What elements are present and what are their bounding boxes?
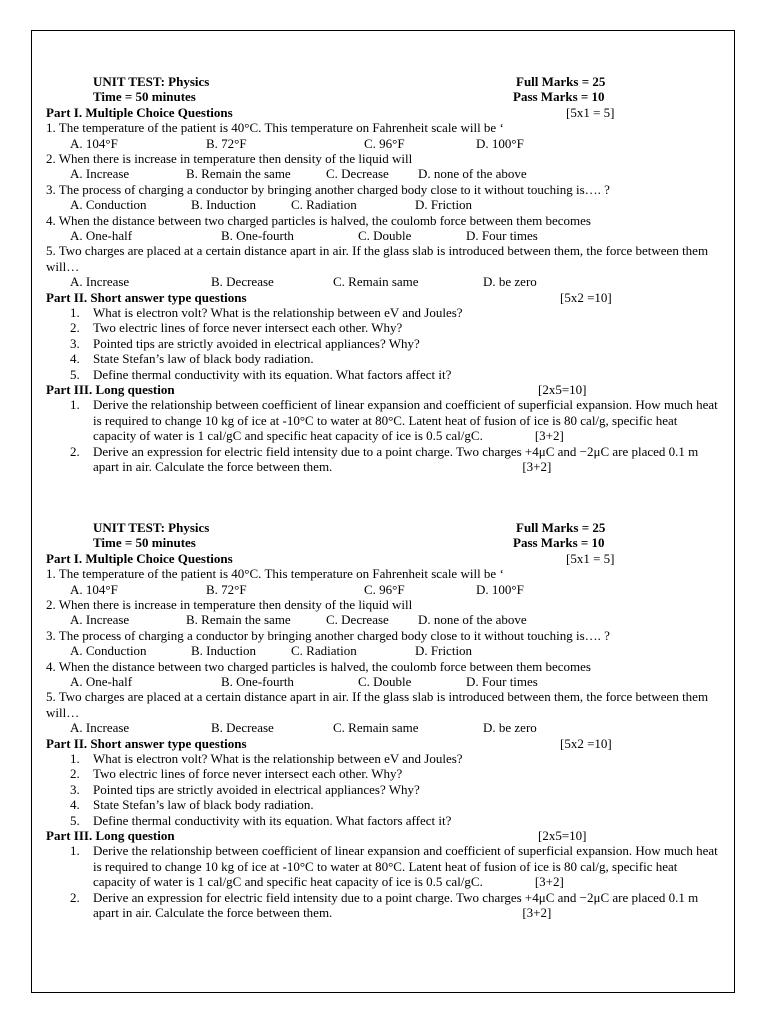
long-question-text [93,444,726,475]
mcq-option-b: B. One-fourth [221,673,294,689]
mcq-options [46,228,726,243]
short-answer-text: What is electron volt? What is the relationship between eV and Joules? [93,750,463,766]
part3-marks: [2x5=10] [538,381,587,397]
test-title: UNIT TEST: Physics [93,74,210,89]
mcq-option-d: D. Four times [466,227,538,243]
mcq-options [46,582,726,597]
long-question-item [46,397,726,443]
mcq-option-c: C. Radiation [291,197,357,213]
short-answer-text: State Stefan’s law of black body radiation. [93,797,314,813]
mcq-option-c: C. 96°F [364,581,405,597]
mcq-option-d: D. Friction [415,643,473,659]
mcq-question: 4. When the distance between two charged particles is halved, the coulomb force between them becomes [46,658,591,674]
part1-marks: [5x1 = 5] [566,550,615,566]
mcq-option-d: D. be zero [483,720,537,736]
pass-marks: Pass Marks = 10 [513,89,605,105]
long-question-body: Derive an expression for electric field intensity due to a point charge. Two charges +4μC and −2μC are placed 0.1 m apart in air. Calculate the force between them. [93,443,699,474]
mcq-list [46,120,726,289]
test-time: Time = 50 minutes [93,89,196,105]
mcq-question: 1. The temperature of the patient is 40°C. This temperature on Fahrenheit scale will be ‘ [46,120,504,136]
long-question-text [93,843,726,889]
item-number: 3. [70,781,80,797]
long-question-marks: [3+2] [522,905,552,920]
long-question-text [93,397,726,443]
mcq-options [46,674,726,689]
item-number: 5. [70,812,80,828]
mcq-options [46,612,726,627]
short-answer-text: Pointed tips are strictly avoided in electrical appliances? Why? [93,335,420,351]
short-answer-text: Define thermal conductivity with its equation. What factors affect it? [93,366,452,382]
mcq-option-b: B. Induction [191,197,256,213]
short-answer-item [46,751,726,766]
full-marks: Full Marks = 25 [516,520,606,535]
long-question-item [46,843,726,889]
mcq-option-c: C. Double [358,227,412,243]
item-number: 1. [70,304,80,320]
mcq-option-b: B. Decrease [211,274,274,290]
mcq-option-a: A. One-half [70,673,133,689]
item-number: 2. [70,443,80,459]
long-question-list [46,843,726,920]
item-number: 4. [70,797,80,813]
mcq-question: 3. The process of charging a conductor by bringing another charged body close to it without touching is…. ? [46,627,610,643]
short-answer-item [46,766,726,781]
mcq-option-a: A. Increase [70,274,130,290]
mcq-option-a: A. 104°F [70,581,118,597]
part1-marks: [5x1 = 5] [566,104,615,120]
mcq-option-d: D. 100°F [476,581,524,597]
part1-heading: Part I. Multiple Choice Questions [46,550,233,566]
long-question-marks: [3+2] [534,874,564,890]
mcq-list [46,566,726,735]
mcq-option-a: A. Increase [70,612,130,628]
mcq-question: 3. The process of charging a conductor by bringing another charged body close to it without touching is…. ? [46,181,610,197]
mcq-option-c: C. Double [358,673,412,689]
mcq-option-a: A. Increase [70,720,130,736]
item-number: 1. [70,843,80,859]
mcq-option-b: B. Remain the same [186,612,291,628]
part2-heading: Part II. Short answer type questions [46,289,247,305]
mcq-options [46,720,726,735]
mcq-option-a: A. Conduction [70,197,147,213]
long-question-body: Derive the relationship between coefficient of linear expansion and coefficient of superficial expansion. How much heat is required to change 10 kg of ice at -10°C to water at 80°C. Latent heat of fusion of ice is 80 cal/g, specific heat capacity of water is 1 cal/gC and specific heat capacity of ice is 0.5 cal/gC. [93,397,718,444]
test-title: UNIT TEST: Physics [93,520,210,535]
item-number: 5. [70,366,80,382]
mcq-options [46,197,726,212]
mcq-option-d: D. 100°F [476,135,524,151]
short-answer-item [46,336,726,351]
long-question-marks: [3+2] [522,459,552,474]
mcq-options [46,274,726,289]
long-question-text [93,890,726,921]
mcq-option-c: C. Remain same [333,274,419,290]
short-answer-item [46,813,726,828]
part3-heading-row [46,828,726,843]
header-row-2 [46,535,726,550]
header-row-1 [46,74,726,89]
part1-heading-row [46,551,726,566]
full-marks: Full Marks = 25 [516,74,606,89]
mcq-option-b: B. Remain the same [186,166,291,182]
short-answer-list [46,751,726,828]
short-answer-text: Pointed tips are strictly avoided in electrical appliances? Why? [93,781,420,797]
header-row-1 [46,520,726,535]
item-number: 2. [70,320,80,336]
mcq-question: 5. Two charges are placed at a certain distance apart in air. If the glass slab is introduced between them, the force between them will… [46,689,709,720]
mcq-option-d: D. be zero [483,274,537,290]
mcq-option-d: D. Four times [466,673,538,689]
mcq-option-a: A. Conduction [70,643,147,659]
long-question-list [46,397,726,474]
short-answer-text: Two electric lines of force never intersect each other. Why? [93,320,403,336]
mcq-option-d: D. none of the above [418,612,527,628]
short-answer-item [46,351,726,366]
mcq-option-a: A. One-half [70,227,133,243]
part3-heading: Part III. Long question [46,381,175,397]
item-number: 2. [70,889,80,905]
mcq-option-c: C. Decrease [326,612,389,628]
part2-heading-row [46,736,726,751]
mcq-option-b: B. One-fourth [221,227,294,243]
short-answer-text: State Stefan’s law of black body radiation. [93,351,314,367]
item-number: 1. [70,397,80,413]
mcq-option-c: C. Remain same [333,720,419,736]
part2-marks: [5x2 =10] [560,735,612,751]
mcq-options [46,136,726,151]
mcq-option-c: C. 96°F [364,135,405,151]
mcq-question: 2. When there is increase in temperature then density of the liquid will [46,596,413,612]
short-answer-item [46,367,726,382]
short-answer-text: Two electric lines of force never intersect each other. Why? [93,766,403,782]
item-number: 4. [70,351,80,367]
mcq-option-b: B. Decrease [211,720,274,736]
mcq-option-b: B. 72°F [206,581,247,597]
long-question-marks: [3+2] [534,428,564,444]
long-question-item [46,890,726,921]
part2-heading: Part II. Short answer type questions [46,735,247,751]
short-answer-text: What is electron volt? What is the relationship between eV and Joules? [93,304,463,320]
mcq-option-c: C. Decrease [326,166,389,182]
mcq-question: 1. The temperature of the patient is 40°C. This temperature on Fahrenheit scale will be ‘ [46,566,504,582]
short-answer-item [46,320,726,335]
part2-marks: [5x2 =10] [560,289,612,305]
short-answer-text: Define thermal conductivity with its equation. What factors affect it? [93,812,452,828]
mcq-options [46,643,726,658]
test-copy-1 [46,74,726,474]
mcq-option-c: C. Radiation [291,643,357,659]
part3-marks: [2x5=10] [538,827,587,843]
pass-marks: Pass Marks = 10 [513,535,605,551]
mcq-option-b: B. Induction [191,643,256,659]
header-row-2 [46,89,726,104]
part1-heading: Part I. Multiple Choice Questions [46,104,233,120]
mcq-option-d: D. Friction [415,197,473,213]
mcq-question: 5. Two charges are placed at a certain distance apart in air. If the glass slab is introduced between them, the force between them will… [46,243,709,274]
short-answer-item [46,797,726,812]
test-time: Time = 50 minutes [93,535,196,551]
mcq-question: 2. When there is increase in temperature then density of the liquid will [46,150,413,166]
test-copy-2 [46,520,726,920]
part1-heading-row [46,105,726,120]
long-question-item [46,444,726,475]
mcq-option-d: D. none of the above [418,166,527,182]
part3-heading: Part III. Long question [46,827,175,843]
short-answer-item [46,782,726,797]
mcq-options [46,166,726,181]
mcq-option-a: A. Increase [70,166,130,182]
short-answer-list [46,305,726,382]
mcq-option-a: A. 104°F [70,135,118,151]
part2-heading-row [46,290,726,305]
item-number: 2. [70,766,80,782]
item-number: 3. [70,335,80,351]
long-question-body: Derive the relationship between coefficient of linear expansion and coefficient of superficial expansion. How much heat is required to change 10 kg of ice at -10°C to water at 80°C. Latent heat of fusion of ice is 80 cal/g, specific heat capacity of water is 1 cal/gC and specific heat capacity of ice is 0.5 cal/gC. [93,843,718,890]
part3-heading-row [46,382,726,397]
long-question-body: Derive an expression for electric field intensity due to a point charge. Two charges +4μC and −2μC are placed 0.1 m apart in air. Calculate the force between them. [93,889,699,920]
mcq-question: 4. When the distance between two charged particles is halved, the coulomb force between them becomes [46,212,591,228]
item-number: 1. [70,750,80,766]
mcq-option-b: B. 72°F [206,135,247,151]
short-answer-item [46,305,726,320]
